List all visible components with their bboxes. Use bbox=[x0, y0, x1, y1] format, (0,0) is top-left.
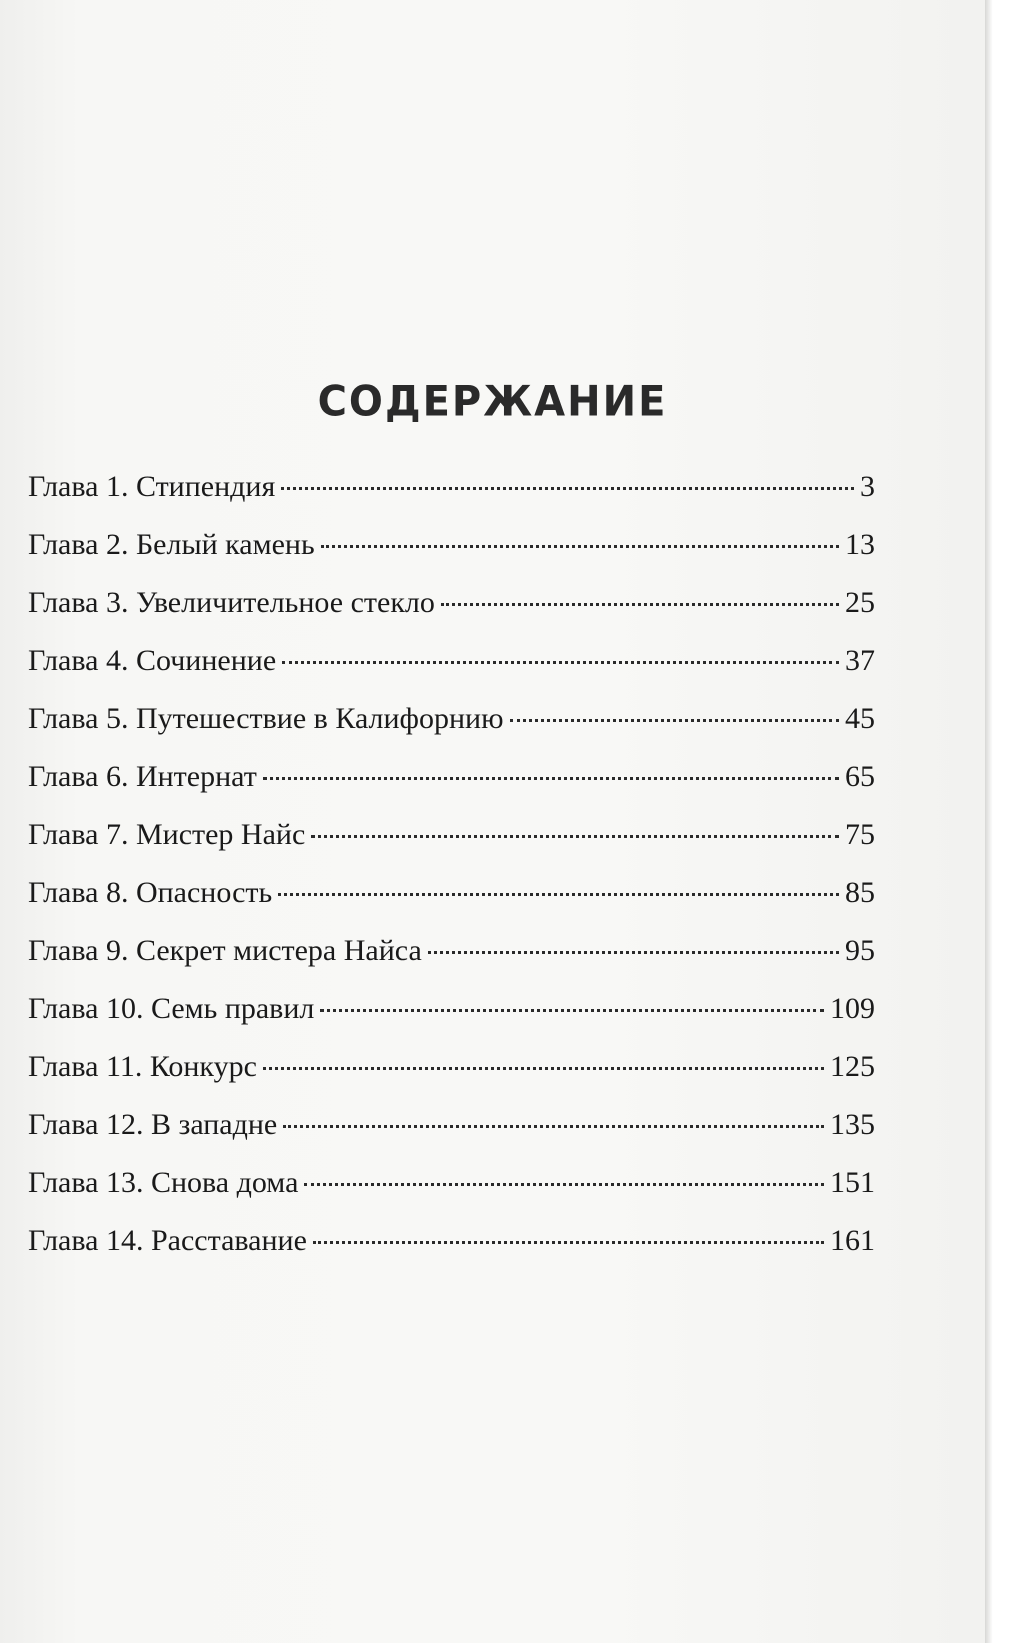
toc-dot-leader bbox=[428, 951, 839, 954]
toc-entry bbox=[28, 992, 875, 1050]
toc-dot-leader bbox=[281, 487, 854, 490]
toc-dot-leader bbox=[510, 719, 839, 722]
toc-chapter-title: Глава 4. Сочинение bbox=[28, 644, 277, 677]
toc-dot-leader bbox=[263, 1067, 824, 1070]
toc-page-number: 25 bbox=[845, 586, 875, 619]
toc-page-number: 125 bbox=[830, 1050, 875, 1083]
toc-chapter-title: Глава 1. Стипендия bbox=[28, 470, 276, 503]
toc-page-number: 135 bbox=[830, 1108, 875, 1141]
toc-entry bbox=[28, 876, 875, 934]
toc-page-number: 37 bbox=[845, 644, 875, 677]
toc-chapter-title: Глава 8. Опасность bbox=[28, 876, 273, 909]
toc-page-number: 75 bbox=[845, 818, 875, 851]
toc-entry bbox=[28, 1050, 875, 1108]
toc-page-number: 3 bbox=[860, 470, 875, 503]
table-of-contents bbox=[28, 470, 875, 1282]
toc-dot-leader bbox=[321, 545, 839, 548]
toc-page-number: 45 bbox=[845, 702, 875, 735]
toc-entry bbox=[28, 586, 875, 644]
toc-page-number: 65 bbox=[845, 760, 875, 793]
toc-chapter-title: Глава 13. Снова дома bbox=[28, 1166, 299, 1199]
toc-page-number: 85 bbox=[845, 876, 875, 909]
toc-entry bbox=[28, 644, 875, 702]
toc-dot-leader bbox=[320, 1009, 824, 1012]
toc-chapter-title: Глава 14. Расставание bbox=[28, 1224, 307, 1257]
toc-dot-leader bbox=[441, 603, 839, 606]
toc-chapter-title: Глава 5. Путешествие в Калифорнию bbox=[28, 702, 504, 735]
toc-page-number: 95 bbox=[845, 934, 875, 967]
page-title: СОДЕРЖАНИЕ bbox=[317, 377, 668, 426]
toc-chapter-title: Глава 9. Секрет мистера Найса bbox=[28, 934, 422, 967]
toc-entry bbox=[28, 702, 875, 760]
toc-entry bbox=[28, 1166, 875, 1224]
toc-dot-leader bbox=[283, 1125, 824, 1128]
toc-entry bbox=[28, 934, 875, 992]
toc-page-number: 13 bbox=[845, 528, 875, 561]
toc-dot-leader bbox=[282, 661, 839, 664]
toc-chapter-title: Глава 6. Интернат bbox=[28, 760, 257, 793]
toc-entry bbox=[28, 1108, 875, 1166]
toc-chapter-title: Глава 2. Белый камень bbox=[28, 528, 315, 561]
toc-entry bbox=[28, 760, 875, 818]
toc-page-number: 109 bbox=[830, 992, 875, 1025]
toc-chapter-title: Глава 7. Мистер Найс bbox=[28, 818, 306, 851]
toc-chapter-title: Глава 12. В западне bbox=[28, 1108, 278, 1141]
toc-dot-leader bbox=[263, 777, 839, 780]
toc-dot-leader bbox=[278, 893, 839, 896]
toc-entry bbox=[28, 1224, 875, 1282]
toc-entry bbox=[28, 470, 875, 528]
toc-dot-leader bbox=[304, 1183, 824, 1186]
toc-chapter-title: Глава 10. Семь правил bbox=[28, 992, 315, 1025]
toc-entry bbox=[28, 818, 875, 876]
toc-chapter-title: Глава 3. Увеличительное стекло bbox=[28, 586, 435, 619]
toc-chapter-title: Глава 11. Конкурс bbox=[28, 1050, 257, 1083]
toc-dot-leader bbox=[313, 1241, 824, 1244]
toc-entry bbox=[28, 528, 875, 586]
toc-dot-leader bbox=[311, 835, 839, 838]
toc-page-number: 151 bbox=[830, 1166, 875, 1199]
toc-page-number: 161 bbox=[830, 1224, 875, 1257]
page-edge bbox=[985, 0, 1011, 1643]
